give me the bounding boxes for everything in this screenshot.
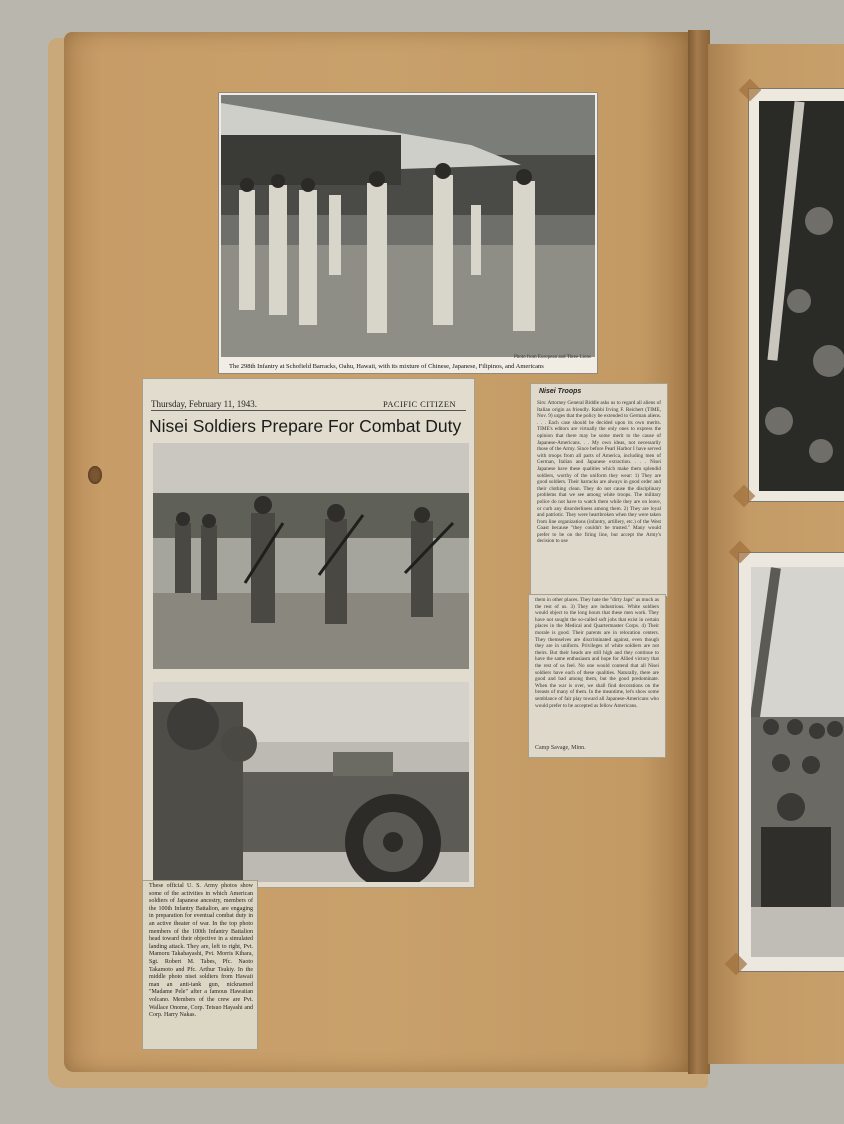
letter-signature: Camp Savage, Minn. [535, 745, 586, 751]
seated-soldiers-photo [751, 567, 844, 957]
album-binding-gutter [688, 30, 710, 1074]
infantry-photo-clipping[interactable] [218, 92, 598, 374]
forest-tree-photo [759, 101, 844, 491]
landing-attack-photo [153, 443, 469, 669]
photo-caption: The 298th Infantry at Schofield Barracks, Oahu, Hawaii, with its mixture of Chinese, Japanese, Filipinos, and Americans [229, 363, 544, 370]
photo-credit: Photo from European and Three Lions [514, 355, 591, 360]
nisei-troops-letter-clipping[interactable] [530, 383, 668, 597]
nisei-troops-letter-continuation[interactable] [528, 594, 666, 758]
dateline-rule [151, 410, 466, 411]
forest-photo[interactable] [748, 88, 844, 502]
newspaper-name: PACIFIC CITIZEN [383, 399, 456, 409]
pacific-citizen-clipping[interactable] [142, 378, 475, 888]
letter-title: Nisei Troops [539, 388, 582, 395]
caption-paragraph: These official U. S. Army photos show some of the activities in which American soldiers of Japanese ancestry, members of the 100th Infantry Battalion, are engaging in preparation for eventual combat duty in an active theater of war. In the top photo members of the 100th Infantry Battalion head toward their objective in a simulated landing attack. They are, left to right, Pvt. Mamoru Takahayashi, Pvt. Morris Kihara, Sgt. Robert M. Tabes, Pfc. Naoto Takamoto and Pfc. Arthur Tsukiy. In the middle photo nisei soldiers from Hawaii man an anti-tank gun, nicknamed "Madame Pele" after a famous Hawaiian volcano. Members of the crew are Pvt. Wallace Onome, Corp. Tetsuo Hayashi and Corp. Harry Nakas. [149, 883, 253, 1019]
clipping-dateline: Thursday, February 11, 1943. [151, 399, 258, 409]
infantry-marching-photo [221, 95, 595, 357]
clipping-headline: Nisei Soldiers Prepare For Combat Duty [149, 416, 462, 436]
page-binding-hole [88, 466, 102, 484]
anti-tank-gun-photo [153, 682, 469, 882]
photo-caption-clipping[interactable] [142, 880, 258, 1050]
soldiers-group-photo[interactable] [738, 552, 844, 972]
letter-text-part1: Sirs: Attorney General Biddle asks us to regard all aliens of Italian origin as friendly. Rabbi Irving F. Reichert (TIME, Nov. 9) urges that the policy be extended to German aliens. . . . Each case should be decided upon its own merits. TIME's editors are virtually the only ones to express the opinion that there may be some merit to the cause of Japanese-Americans. . . My own ideas, not necessarily those of the Army. Since before Pearl Harbor I have served with troops from all parts of America, including men of German, Italian and Japanese extraction. . . . Nisei Japanese have these qualities which make them splendid soldiers, worthy of the uniform they wear: 1) They are good soldiers. Their barracks are always in good order and their clothing clean. They do not cause the disciplinary problems that we see among white troops. The military police do not have to watch them while they are on leave, or curb any disorderliness among them. 2) They are loyal and patriotic. They were heartbroken when they were taken from line organizations (infantry, artillery, etc.) of the West Coast because "they couldn't be trusted." Many would prefer to be on the firing line, but accept the Army's decision to use [537, 400, 661, 545]
letter-text-part2: them in other places. They hate the "dirty Japs" as much as the rest of us. 3) They are industrious. White soldiers would object to the long hours that these men work. They have not sought the so-called soft jobs that exist in certain places in the Medical and Quartermaster Corps. 4) Their morale is good. Their parents are in relocation centers. They themselves are discriminated against, even though they are in uniform. Privileges of white soldiers are not theirs. But their heads are still high and they continue to have the same enthusiasm and hope for Allied victory that the rest of us feel. No one would contend that all Nisei soldiers have each of these qualities. Naturally, there are good and bad among them, but the good predominate. When the war is over, we shall find decorations on the breasts of many of them. In the meantime, let's show some semblance of fair play toward all Japanese-Americans who would prefer to be accepted as fellow Americans. [535, 597, 659, 709]
